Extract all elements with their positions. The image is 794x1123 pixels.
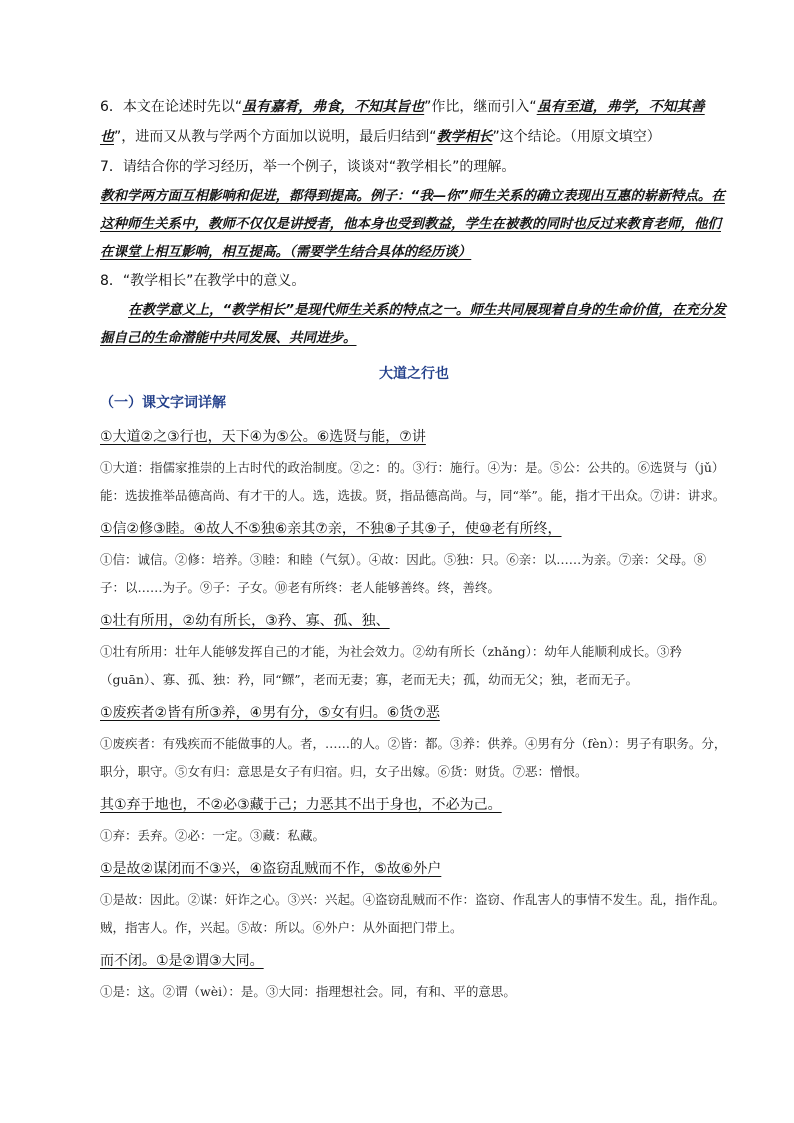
source-line [100, 424, 728, 450]
question-8: 8．“教学相长”在教学中的意义。 [100, 273, 306, 289]
document-page [100, 92, 728, 1010]
source-line-text: ①大道②之③行也，天下④为⑤公。⑥选贤与能，⑦讲 [100, 429, 426, 445]
question-6-text-1: 6．本文在论述时先以“ [100, 99, 243, 115]
source-line [100, 700, 728, 726]
annotation: ①是故：因此。②谋：奸诈之心。③兴：兴起。④盗窃乱贼而不作：盗窃、作乱害人的事情不发生。乱，指作乱。贼，指害人。作，兴起。⑤故：所以。⑥外户：从外面把门带上。 [100, 892, 726, 935]
question-6-answer-2: 虽有至道，弗学，不知其善也 [100, 99, 705, 145]
annotation: ①是：这。②谓（wèi）：是。③大同：指理想社会。同，有和、平的意思。 [100, 984, 516, 999]
answer-8: 在教学意义上，“教学相长”是现代师生关系的特点之一。师生共同展现着自身的生命价值，在充分发掘自己的生命潜能中共同发展、共同进步。 [100, 302, 726, 346]
question-6-text-4: ”这个结论。（用原文填空） [492, 129, 661, 145]
annotation: ①信：诚信。②修：培养。③睦：和睦（气氛）。④故：因此。⑤独：只。⑥亲：以……为亲。⑦亲：父母。⑧子：以……为子。⑨子：子女。⑩老有所终：老人能够善终。终，善终。 [100, 552, 707, 595]
source-line [100, 948, 728, 974]
question-6 [100, 92, 728, 152]
question-6-text-2: ”作比，继而引入“ [424, 99, 537, 115]
annotation: ①壮有所用：壮年人能够发挥自己的才能，为社会效力。②幼有所长（zhǎng）：幼年人能顺利成长。③矜（guān）、寡、孤、独：矜，同“鳏”，老而无妻；寡，老而无夫；孤，幼而无父；独，老而无子。 [100, 644, 682, 687]
annotation: ①废疾者：有残疾而不能做事的人。者，……的人。②皆：都。③养：供养。④男有分（fèn）：男子有职务。分，职分，职守。⑤女有归：意思是女子有归宿。归，女子出嫁。⑥货：财货。⑦恶：憎恨。 [100, 736, 727, 779]
annotation: ①大道：指儒家推崇的上古时代的政治制度。②之：的。③行：施行。④为：是。⑤公：公共的。⑥选贤与（jǔ）能：选拔推举品德高尚、有才干的人。选，选拔。贤，指品德高尚。与，同“举”。能，指才干出众。⑦讲：讲求。 [100, 460, 726, 503]
source-line-text: ①是故②谋闭而不③兴，④盗窃乱贼而不作，⑤故⑥外户 [100, 861, 442, 877]
question-6-text-3: ”，进而又从教与学两个方面加以说明，最后归结到“ [114, 129, 437, 145]
source-line-text: ①信②修③睦。④故人不⑤独⑥亲其⑦亲，不独⑧子其⑨子，使⑩老有所终， [100, 521, 562, 537]
section-heading: （一）课文字词详解 [100, 395, 226, 411]
source-line-text: ①废疾者②皆有所③养，④男有分，⑤女有归。⑥货⑦恶 [100, 705, 440, 721]
answer-7: 教和学两方面互相影响和促进，都得到提高。例子：“我—你”师生关系的确立表现出互惠的崭新特点。在这种师生关系中，教师不仅仅是讲授者，他本身也受到教益，学生在被教的同时也反过来教育老师，他们在课堂上相互影响，相互提高。（需要学生结合具体的经历谈） [100, 188, 725, 260]
annotation: ①弃：丢弃。②必：一定。③藏：私藏。 [100, 828, 326, 843]
source-line [100, 856, 728, 882]
question-7: 7．请结合你的学习经历，举一个例子，谈谈对“教学相长”的理解。 [100, 159, 516, 175]
question-6-answer-3: 教学相长 [436, 129, 493, 145]
source-line-text: 其①弃于地也，不②必③藏于己；力恶其不出于身也，不必为己。 [100, 797, 502, 813]
source-line-text: ①壮有所用，②幼有所长，③矜、寡、孤、独、 [100, 613, 390, 629]
source-line [100, 608, 728, 634]
source-line [100, 792, 728, 818]
question-6-answer-1: 虽有嘉肴，弗食，不知其旨也 [242, 99, 425, 115]
source-line [100, 516, 728, 542]
section-title: 大道之行也 [379, 366, 449, 382]
source-line-text: 而不闭。①是②谓③大同。 [100, 953, 264, 969]
